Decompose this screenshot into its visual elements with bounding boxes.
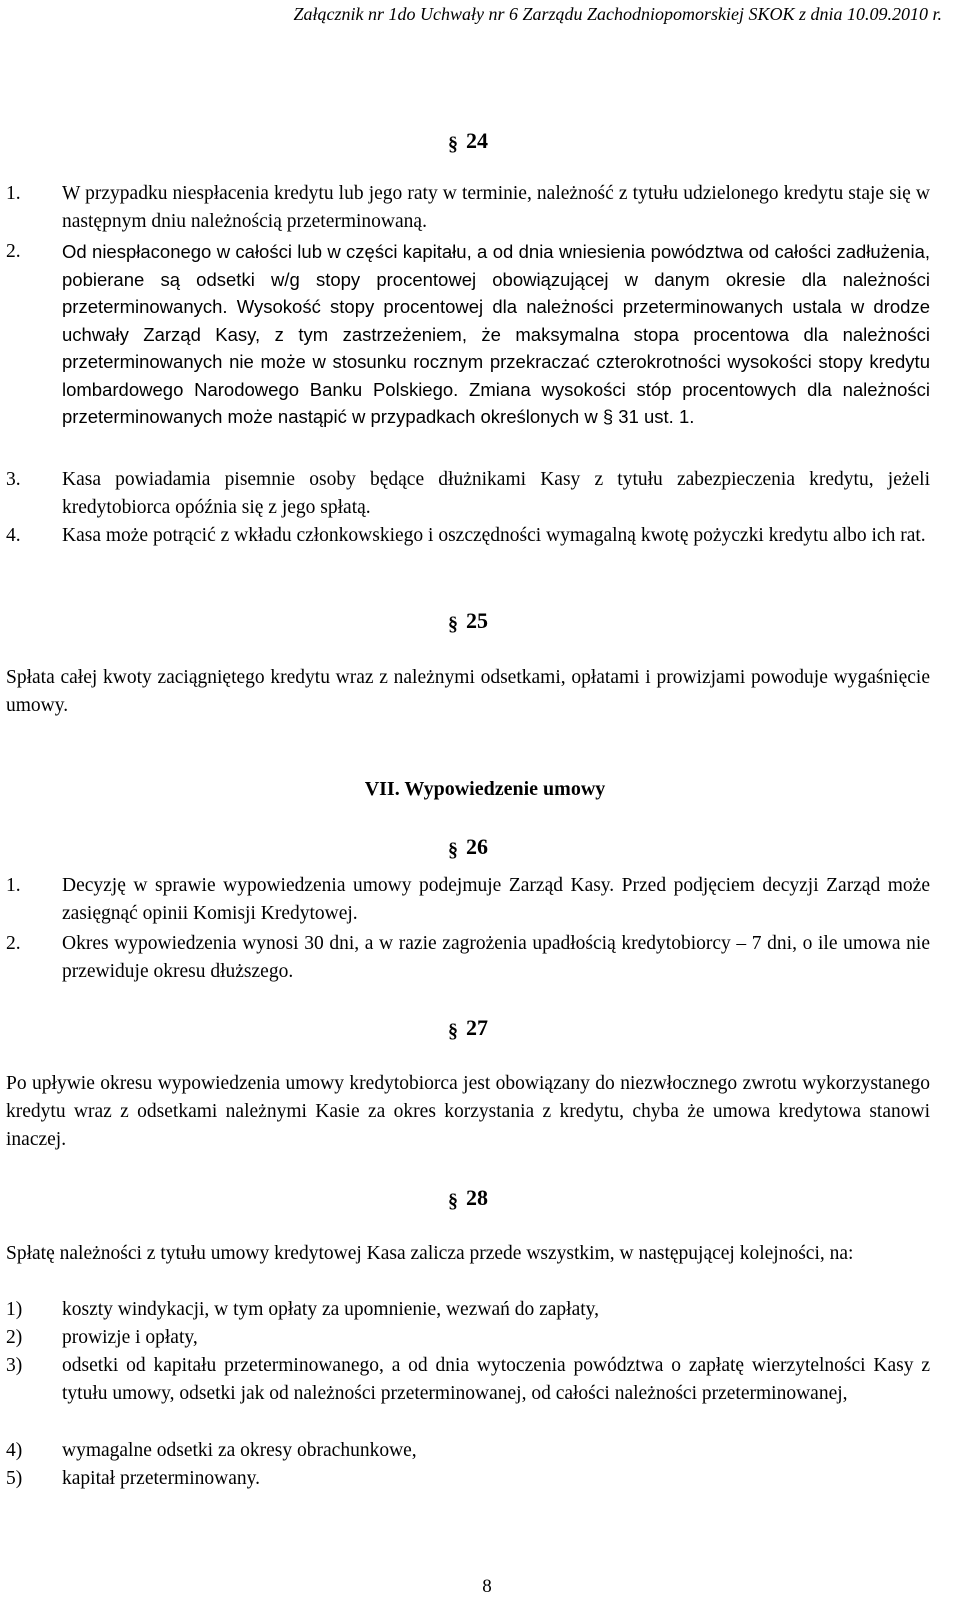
section-number: 25 <box>466 608 488 633</box>
section-number: 28 <box>466 1185 488 1210</box>
list-item-text: koszty windykacji, w tym opłaty za upomnienie, wezwań do zapłaty, <box>62 1299 600 1320</box>
list-item-text: Okres wypowiedzenia wynosi 30 dni, a w razie zagrożenia upadłością kredytobiorcy – 7 dni, o ile umowa nie przewiduje okresu dłuższego. <box>62 933 930 982</box>
list-item-text: Decyzję w sprawie wypowiedzenia umowy podejmuje Zarząd Kasy. Przed podjęciem decyzji Zarząd może zasięgnąć opinii Komisji Kredytowej. <box>62 875 930 924</box>
list-item <box>6 180 930 236</box>
list-item-text: odsetki od kapitału przeterminowanego, a od dnia wytoczenia powództwa o zapłatę wierzytelności Kasy z tytułu umowy, odsetki jak od należności przeterminowanej, od całości należności przeterminowanej, <box>62 1355 930 1404</box>
section-symbol: § <box>448 839 458 861</box>
list-item-text: W przypadku niespłacenia kredytu lub jego raty w terminie, należność z tytułu udzielonego kredytu staje się w następnym dniu należnością przeterminowaną. <box>62 183 930 232</box>
list-item <box>6 466 930 522</box>
list-item-number: 2. <box>6 241 21 262</box>
list-item-text: Od niespłaconego w całości lub w części kapitału, a od dnia wniesienia powództwa od całości zadłużenia, pobierane są odsetki w/g stopy procentowej obowiązującej w danym okresie dla należności przeterminowanych. Wysokość stopy procentowej dla należności przeterminowanych ustala w drodze uchwały Zarząd Kasy, z tym zastrzeżeniem, że maksymalna stopa procentowa dla należności przeterminowanych nie może w stosunku rocznym przekraczać czterokrotności wysokości stopy kredytu lombardowego Narodowego Banku Polskiego. Zmiana wysokości stóp procentowych dla należności przeterminowanych może nastąpić w przypadkach określonych w § 31 ust. 1. <box>62 241 930 427</box>
list-item-number: 1. <box>6 875 21 896</box>
paragraph: Spłata całej kwoty zaciągniętego kredytu wraz z należnymi odsetkami, opłatami i prowizjami powoduje wygaśnięcie umowy. <box>6 667 930 716</box>
list-item <box>6 1324 930 1352</box>
list-item-number: 2. <box>6 933 21 954</box>
list-item-number: 4) <box>6 1440 23 1461</box>
list-item-number: 4. <box>6 525 21 546</box>
section-symbol: § <box>448 613 458 635</box>
list-item <box>6 238 930 431</box>
list-item-text: Kasa może potrącić z wkładu członkowskiego i oszczędności wymagalną kwotę pożyczki kredytu albo ich rat. <box>62 525 926 546</box>
list-item-number: 2) <box>6 1327 23 1348</box>
list-item-text: Kasa powiadamia pisemnie osoby będące dłużnikami Kasy z tytułu zabezpieczenia kredytu, jeżeli kredytobiorca opóźnia się z jego spłatą. <box>62 469 930 518</box>
section-symbol: § <box>448 133 458 155</box>
page-number: 8 <box>482 1576 492 1597</box>
list-item <box>6 872 930 928</box>
list-item-number: 1. <box>6 183 21 204</box>
list-item-number: 3. <box>6 469 21 490</box>
section-number: 27 <box>466 1015 488 1040</box>
document-header: Załącznik nr 1do Uchwały nr 6 Zarządu Zachodniopomorskiej SKOK z dnia 10.09.2010 r. <box>293 4 942 24</box>
list-item-number: 1) <box>6 1299 23 1320</box>
list-item-text: prowizje i opłaty, <box>62 1327 198 1348</box>
list-item <box>6 1352 930 1408</box>
list-item-number: 5) <box>6 1468 23 1489</box>
paragraph: Po upływie okresu wypowiedzenia umowy kredytobiorca jest obowiązany do niezwłocznego zwrotu wykorzystanego kredytu wraz z odsetkami należnymi Kasie za okres korzystania z kredytu, chyba że umowa kredytowa stanowi inaczej. <box>6 1073 930 1150</box>
list-item-text: kapitał przeterminowany. <box>62 1468 260 1489</box>
list-item <box>6 522 930 550</box>
list-item-number: 3) <box>6 1355 23 1376</box>
chapter-title: VII. Wypowiedzenie umowy <box>364 778 606 800</box>
section-number: 24 <box>466 128 488 153</box>
section-symbol: § <box>448 1190 458 1212</box>
paragraph: Spłatę należności z tytułu umowy kredytowej Kasa zalicza przede wszystkim, w następującej kolejności, na: <box>6 1243 854 1264</box>
list-item <box>6 1437 930 1465</box>
list-item-text: wymagalne odsetki za okresy obrachunkowe, <box>62 1440 417 1461</box>
list-item <box>6 930 930 986</box>
section-number: 26 <box>466 834 488 859</box>
section-symbol: § <box>448 1020 458 1042</box>
list-item <box>6 1465 930 1493</box>
list-item <box>6 1296 930 1324</box>
